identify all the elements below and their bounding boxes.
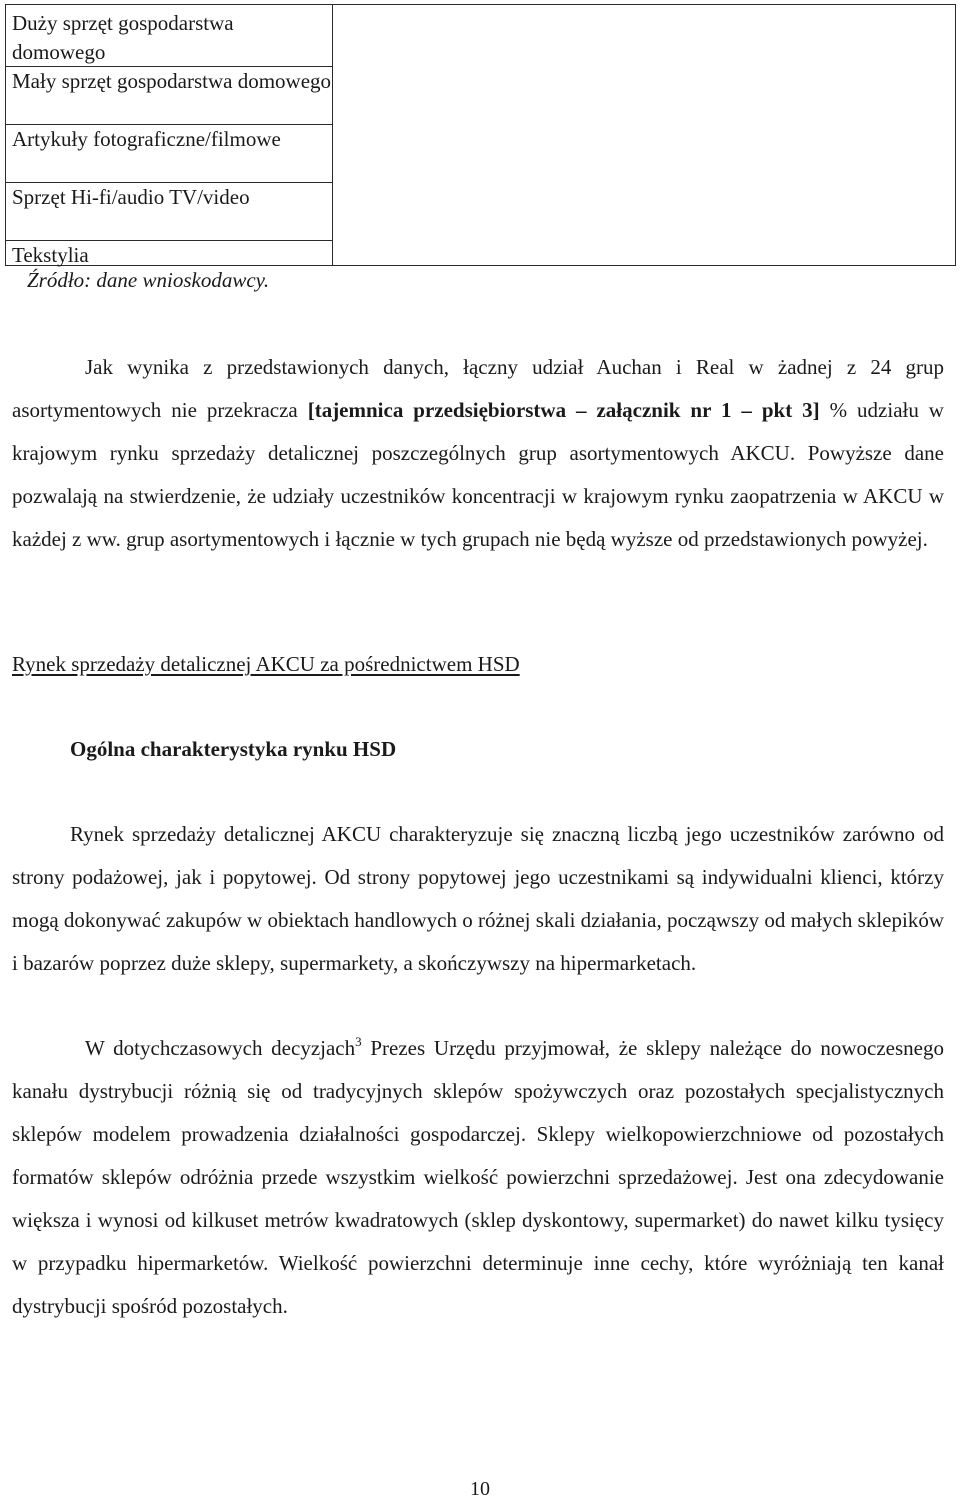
table-row: Artykuły fotograficzne/filmowe <box>6 125 332 183</box>
footnote-reference: 3 <box>355 1034 362 1049</box>
category-column <box>6 5 333 265</box>
paragraph-text: Prezes Urzędu przyjmował, że sklepy należące do nowoczesnego kanału dystrybucji różnią się od tradycyjnych sklepów spożywczych oraz pozostałych specjalistycznych sklepów modelem prowadzenia działalności gospodarczej. Sklepy wielkopowierzchniowe od pozostałych formatów sklepów odróżnia przede wszystkim wielkość powierzchni sprzedażowej. Jest ona zdecydowanie większa i wynosi od kilkuset metrów kwadratowych (sklep dyskontowy, supermarket) do nawet kilku tysięcy w przypadku hipermarketów. Wielkość powierzchni determinuje inne cechy, które wyróżniają ten kanał dystrybucji spośród pozostałych. <box>12 1036 944 1318</box>
page-number: 10 <box>470 1478 490 1500</box>
table-row: Sprzęt Hi-fi/audio TV/video <box>6 183 332 241</box>
paragraph-market-share <box>12 346 944 561</box>
paragraph-market-overview: Rynek sprzedaży detalicznej AKCU charakteryzuje się znaczną liczbą jego uczestników zarówno od strony podażowej, jak i popytowej. Od strony popytowej jego uczestnikami są indywidualni klienci, którzy mogą dokonywać zakupów w obiektach handlowych o różnej skali działania, począwszy od małych sklepików i bazarów poprzez duże sklepy, supermarkety, a skończywszy na hipermarketach. <box>12 822 944 975</box>
category-table <box>5 4 956 266</box>
table-row: Tekstylia <box>12 243 89 267</box>
confidential-marker: [tajemnica przedsiębiorstwa – załącznik nr 1 – pkt 3] <box>307 398 820 422</box>
paragraph-text: % udziału w krajowym rynku sprzedaży detalicznej poszczególnych grup asortymentowych AKCU. Powyższe dane pozwalają na stwierdzenie, że udziały uczestników koncentracji w krajowym rynku zaopatrzenia w AKCU w każdej z ww. grup asortymentowych i łącznie w tych grupach nie będą wyższe od przedstawionych powyżej. <box>12 398 944 551</box>
paragraph-text: Jak wynika z przedstawionych danych, łączny udział Auchan i Real w żadnej z 24 grup asortymentowych nie przekracza <box>12 355 944 422</box>
table-row: Duży sprzęt gospodarstwa domowego <box>6 9 332 67</box>
section-heading: Rynek sprzedaży detalicznej AKCU za pośrednictwem HSD <box>12 652 520 676</box>
source-note: Źródło: dane wnioskodawcy. <box>27 268 270 292</box>
table-row: Mały sprzęt gospodarstwa domowego <box>6 67 332 125</box>
paragraph-text: W dotychczasowych decyzjach <box>85 1036 356 1060</box>
subsection-heading: Ogólna charakterystyka rynku HSD <box>70 737 397 761</box>
paragraph-decisions <box>12 1027 944 1328</box>
